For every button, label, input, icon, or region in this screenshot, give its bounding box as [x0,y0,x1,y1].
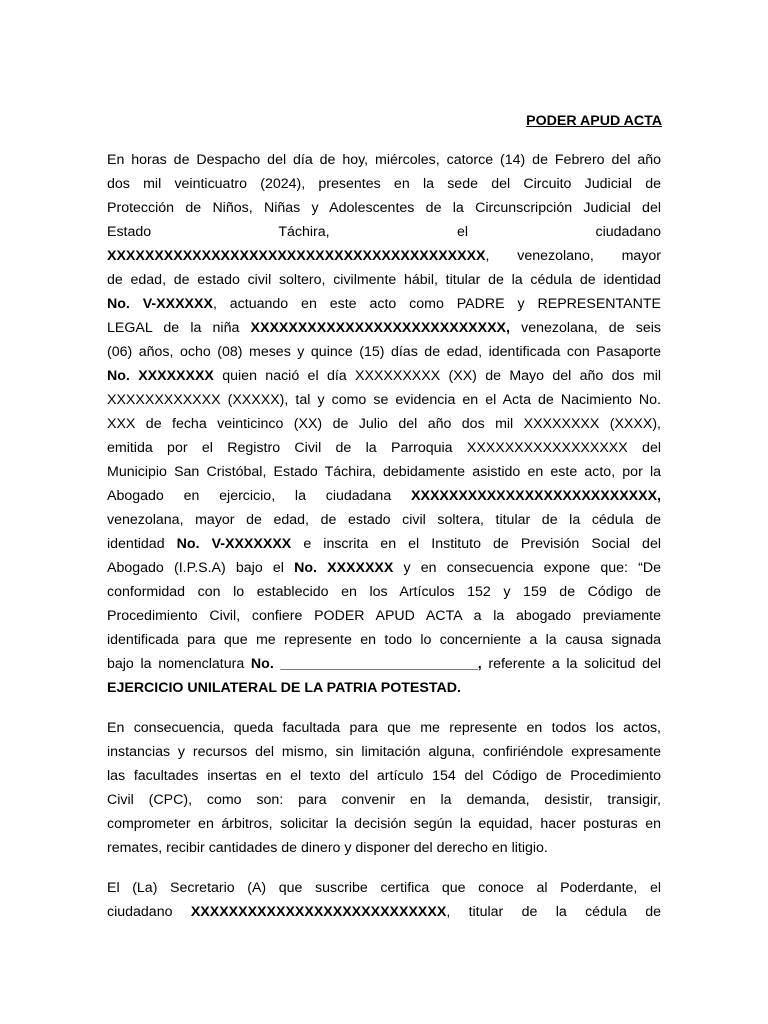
line [107,676,661,700]
line: XXX de fecha veinticinco (XX) de Julio del año dos mil XXXXXXXX (XXXX), [107,416,661,432]
paragraph-1 [107,148,661,700]
document-body [107,148,661,940]
word: el [457,224,469,240]
line [107,220,661,244]
bold-text: No. _________________________, [250,656,482,672]
line: comprometer en árbitros, solicitar la decisión según la equidad, hacer posturas en [107,816,661,832]
text: bajo la nomenclatura [107,656,251,672]
line: identificada para que me represente en todo lo concerniente a la causa signada [107,632,661,648]
line: emitida por el Registro Civil de la Parroquia XXXXXXXXXXXXXXXXX del [107,440,661,456]
text: y en consecuencia expone que: “De [393,560,661,576]
line: las facultades insertas en el texto del artículo 154 del Código de Procedimiento [107,768,661,784]
line: Protección de Niños, Niñas y Adolescentes de la Circunscripción Judicial del [107,200,661,216]
text: Abogado (I.P.S.A) bajo el [107,560,295,576]
line: Procedimiento Civil, confiere PODER APUD ACTA a la abogado previamente [107,608,661,624]
line: conformidad con lo establecido en los Artículos 152 y 159 de Código de [107,584,661,600]
text: , actuando en este acto como PADRE y REPRESENTANTE [212,296,661,312]
line: El (La) Secretario (A) que suscribe certifica que conoce al Poderdante, el [107,880,661,896]
line [107,364,661,388]
line [107,244,661,268]
word: ciudadano [595,224,661,240]
text: LEGAL de la niña [107,320,251,336]
bold-text: XXXXXXXXXXXXXXXXXXXXXXXXXXXXXXXXXXXXXXXX [107,248,486,264]
text: venezolana, de seis [509,320,661,336]
line: de edad, de estado civil soltero, civilmente hábil, titular de la cédula de identidad [107,272,661,288]
text: Abogado en ejercicio, la ciudadana [107,488,412,504]
text: e inscrita en el Instituto de Previsión Social del [291,536,661,552]
bold-text: XXXXXXXXXXXXXXXXXXXXXXXXXXX [190,904,447,920]
line: Civil (CPC), como son: para convenir en la demanda, desistir, transigir, [107,792,661,808]
bold-text: XXXXXXXXXXXXXXXXXXXXXXXXXX, [411,488,661,504]
bold-text: No. V-XXXXXX [107,296,213,312]
line: instancias y recursos del mismo, sin limitación alguna, confiriéndole expresamente [107,744,661,760]
line: venezolana, mayor de edad, de estado civil soltera, titular de la cédula de [107,512,661,528]
line [107,484,661,508]
text: ciudadano [107,904,191,920]
bold-text: No. V-XXXXXXX [176,536,292,552]
line: XXXXXXXXXXXX (XXXXX), tal y como se evidencia en el Acta de Nacimiento No. [107,392,661,408]
line: En consecuencia, queda facultada para que me represente en todos los actos, [107,720,661,736]
text: , venezolano, mayor [485,248,661,264]
text: quien nació el día XXXXXXXXX (XX) de Mayo del año dos mil [213,368,661,384]
line [107,316,661,340]
bold-text: XXXXXXXXXXXXXXXXXXXXXXXXXXX, [250,320,510,336]
word: Táchira, [278,224,330,240]
line [107,292,661,316]
line [107,556,661,580]
line [107,652,661,676]
paragraph-3 [107,876,661,924]
line: remates, recibir cantidades de dinero y disponer del derecho en litigio. [107,840,548,856]
line: Municipio San Cristóbal, Estado Táchira, debidamente asistido en este acto, por la [107,464,661,480]
bold-text: No. XXXXXXX [294,560,394,576]
line: (06) años, ocho (08) meses y quince (15) días de edad, identificada con Pasaporte [107,344,661,360]
line [107,900,661,924]
paragraph-2 [107,716,661,860]
line: En horas de Despacho del día de hoy, miércoles, catorce (14) de Febrero del año [107,152,661,168]
text: , titular de la cédula de [446,904,661,920]
word: Estado [107,224,152,240]
bold-text: EJERCICIO UNILATERAL DE LA PATRIA POTESTAD. [107,680,461,696]
document-title: PODER APUD ACTA [526,113,662,129]
text: referente a la solicitud del [481,656,661,672]
line [107,532,661,556]
text: identidad [107,536,177,552]
bold-text: No. XXXXXXXX [107,368,214,384]
line: dos mil veinticuatro (2024), presentes en la sede del Circuito Judicial de [107,176,661,192]
